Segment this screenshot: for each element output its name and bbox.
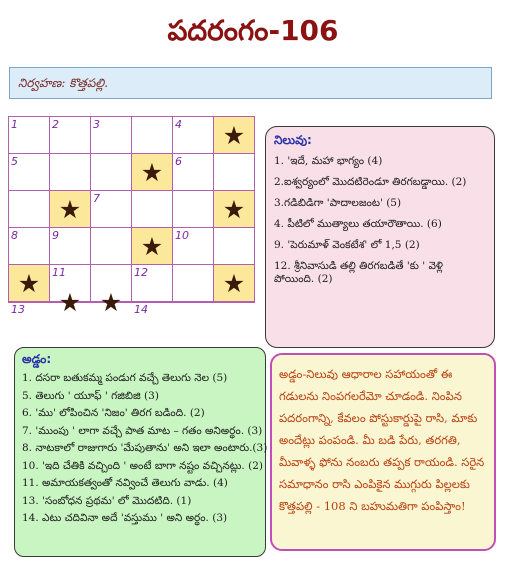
grid-cell[interactable] [173, 302, 214, 303]
black-cell [50, 191, 91, 228]
across-clue: 8. నాటకాలో రాజుగారు 'మేపుతాను' అని ఇలా అంటారు.(3) [22, 442, 268, 454]
down-heading: నిలువు: [274, 133, 312, 147]
grid-cell[interactable] [9, 302, 50, 316]
black-cell [214, 117, 255, 154]
across-clue: 5. తెలుగు ' యూఫ్ ' గజిబిజి (3) [22, 389, 159, 402]
cell-number: 10 [175, 229, 189, 242]
black-cell [132, 154, 173, 191]
across-clue: 1. దసరా బతుకమ్మ పండుగ వచ్చే తెలుగు నెల (5) [22, 372, 228, 384]
down-clue: 3.గడిబిడిగా 'పాదాలజంట' (5) [274, 197, 402, 209]
across-heading: అడ్డం: [22, 352, 52, 366]
black-cell [214, 265, 255, 302]
instructions-panel: అడ్డం-నిలువు ఆధారాల సహాయంతో ఈ గడులను నింపగలరేమో చూడండి. నింపిన పదరంగాన్ని, కేవలం పోస్టుకార్డుపై రాసి, మాకు అందేట్లు పంపండి. మీ బడి పేరు, తరగతి, మీవాళ్ళ ఫోను నంబరు తప్పక రాయండి. సరైన సమాధానం రాసి ఎంపికైన ముగ్గురు పిల్లలకు కొత్తపల్లి - 108 ని బహుమతిగా పంపిస్తాం! [270, 353, 496, 551]
grid-cell[interactable] [132, 117, 173, 154]
grid-cell[interactable] [91, 228, 132, 265]
across-clues-panel [14, 347, 266, 557]
down-clue: 1. 'ఇదే, మహా భాగ్యం (4) [274, 155, 383, 167]
black-cell: ★ [50, 302, 91, 303]
grid-cell[interactable] [91, 191, 132, 228]
down-clues-panel [265, 126, 495, 348]
star-icon: ★ [222, 268, 246, 298]
grid-cell[interactable] [173, 228, 214, 265]
across-clue: 14. ఎటు చదివినా అదే 'వస్తుము ' అని అర్థం. (3) [22, 512, 228, 524]
grid-cell[interactable] [9, 228, 50, 265]
across-clue: 10. 'ఇది చేతికి వచ్చింది ' అంటే బాగా నష్టం వచ్చినట్లు. (2) [22, 459, 263, 472]
grid-cell[interactable] [214, 228, 255, 265]
down-clue: 9. 'పెరుమాళ్ వెంకటేశ' లో 1,5 (2) [274, 239, 420, 251]
cell-number: 7 [93, 192, 100, 205]
grid-cell[interactable] [173, 117, 214, 154]
grid-cell[interactable] [173, 191, 214, 228]
grid-cell[interactable] [9, 154, 50, 191]
black-cell: ★ [91, 302, 132, 303]
cell-number: 12 [134, 266, 148, 279]
grid-cell[interactable] [50, 154, 91, 191]
cell-number: 4 [175, 118, 182, 131]
cell-number: 1 [11, 118, 18, 131]
down-clue: 2.ఐశ్వర్యంలో మొదటిరెండూ తిరగబడ్డాయి. (2) [274, 176, 467, 188]
grid-cell[interactable] [9, 117, 50, 154]
star-icon: ★ [140, 231, 164, 261]
cell-number: 3 [93, 118, 100, 131]
cell-number: 8 [11, 229, 18, 242]
crossword-grid [8, 116, 255, 317]
grid-cell[interactable] [214, 302, 255, 303]
grid-cell[interactable] [132, 191, 173, 228]
cell-number: 6 [175, 155, 182, 168]
across-clue: 6. 'ము' లోపించిన 'నిజం' తిరగ బడింది. (2) [22, 407, 205, 419]
grid-cell[interactable] [91, 154, 132, 191]
star-icon: ★ [222, 194, 246, 224]
grid-cell[interactable] [91, 117, 132, 154]
cell-number: 5 [11, 155, 18, 168]
star-icon: ★ [17, 268, 41, 298]
black-cell [132, 228, 173, 265]
star-icon: ★ [222, 120, 246, 150]
grid-cell[interactable] [50, 228, 91, 265]
across-clue: 7. 'ముంపు ' లాగా వచ్చే పాత మాట – గతం అనిఅర్థం. (3) [22, 424, 263, 437]
grid-cell[interactable] [50, 117, 91, 154]
across-clue: 13. 'సంబోధన ప్రథమ' లో మొదటిది. (1) [22, 494, 192, 507]
puzzle-title: పదరంగం-106 [167, 14, 339, 47]
grid-cell[interactable] [214, 154, 255, 191]
black-cell [214, 191, 255, 228]
black-cell [9, 265, 50, 302]
across-clue: 11. అమాయకత్వంతో నవ్వించే తెలుగు వాడు. (4) [22, 477, 228, 489]
cell-number: 14 [134, 303, 148, 316]
grid-cell[interactable] [173, 265, 214, 302]
grid-cell[interactable] [132, 302, 173, 316]
cell-number: 11 [52, 266, 66, 279]
down-clue: 12. శ్రీనివాసుడి తల్లి తిరగబడితే 'కు ' వెళ్లి పోయింది. (2) [274, 260, 444, 285]
grid-cell[interactable] [173, 154, 214, 191]
cell-number: 9 [52, 229, 59, 242]
grid-cell[interactable] [132, 265, 173, 302]
down-clue: 4. పీటిలో ముత్యాలు తయారౌతాయి. (6) [274, 218, 442, 230]
grid-cell[interactable] [9, 191, 50, 228]
cell-number: 2 [52, 118, 59, 131]
star-icon: ★ [58, 194, 82, 224]
organizer-banner: నిర్వహణ: కొత్తపల్లి. [9, 67, 492, 99]
cell-number: 13 [11, 303, 25, 316]
star-icon: ★ [140, 157, 164, 187]
